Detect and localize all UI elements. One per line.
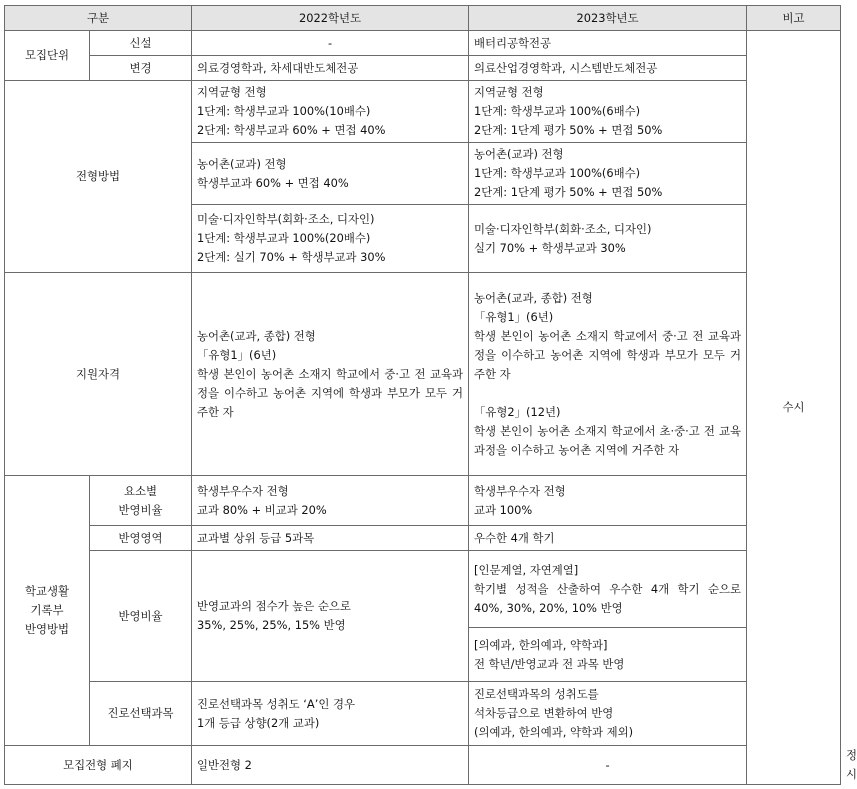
area-2023: 우수한 4개 학기 (469, 526, 747, 551)
ratio-2023-b: [의예과, 한의예과, 약학과] 전 학년/반영교과 전 과목 반영 (469, 628, 747, 682)
recruit-new-row (5, 31, 841, 56)
eligibility-2022: 농어촌(교과, 종합) 전형 「유형1」(6년) 학생 본인이 농어촌 소재지 학교에서 중·고 전 교육과정을 이수하고 농어촌 지역에 학생과 부모가 모두 거주한 자 (192, 273, 469, 476)
method-2-2022: 농어촌(교과) 전형 학생부교과 60% + 면접 40% (192, 143, 469, 205)
header-row (5, 6, 841, 31)
header-2022: 2022학년도 (192, 6, 469, 31)
note-susi: 수시 (747, 31, 841, 785)
area-label: 반영영역 (90, 526, 192, 551)
eligibility-row (5, 273, 841, 476)
eligibility-label: 지원자격 (5, 273, 192, 476)
method-3-2023: 미술·디자인학부(회화·조소, 디자인) 실기 70% + 학생부교과 30% (469, 205, 747, 273)
career-row (5, 682, 841, 746)
ratio-2023-a: [인문계열, 자연계열] 학기별 성적을 산출하여 우수한 4개 학기 순으로 40%, 30%, 20%, 10% 반영 (469, 551, 747, 628)
recruit-new-2022: - (192, 31, 469, 56)
abolished-row: 모집전형 폐지 일반전형 2 - 정시 (5, 746, 841, 785)
ratio-2022: 반영교과의 점수가 높은 순으로 35%, 25%, 25%, 15% 반영 (192, 551, 469, 682)
method-3-2022: 미술·디자인학부(회화·조소, 디자인) 1단계: 학생부교과 100%(20배수) 2단계: 실기 70% + 학생부교과 30% (192, 205, 469, 273)
header-category: 구분 (5, 6, 192, 31)
recruit-changed-label: 변경 (90, 56, 192, 81)
career-2023: 진로선택과목의 성취도를 석차등급으로 변환하여 반영 (의예과, 한의예과, 약학과 제외) (469, 682, 747, 746)
method-1-2022: 지역균형 전형 1단계: 학생부교과 100%(10배수) 2단계: 학생부교과 60% + 면접 40% (192, 81, 469, 143)
method-2-2023: 농어촌(교과) 전형 1단계: 학생부교과 100%(6배수) 2단계: 1단계 평가 50% + 면접 50% (469, 143, 747, 205)
recruit-new-2023: 배터리공학전공 (469, 31, 747, 56)
career-2022: 진로선택과목 성취도 ‘A’인 경우 1개 등급 상향(2개 교과) (192, 682, 469, 746)
comparison-table (4, 5, 857, 785)
header-2023: 2023학년도 (469, 6, 747, 31)
element-ratio-2022: 학생부우수자 전형 교과 80% + 비교과 20% (192, 476, 469, 526)
element-ratio-label: 요소별 반영비율 (90, 476, 192, 526)
selection-method-label: 전형방법 (5, 81, 192, 273)
school-record-label: 학교생활 기록부 반영방법 (5, 476, 90, 746)
area-row (5, 526, 841, 551)
element-ratio-row (5, 476, 841, 526)
header-note: 비고 (747, 6, 841, 31)
recruit-changed-row (5, 56, 841, 81)
recruit-changed-2022: 의료경영학과, 차세대반도체전공 (192, 56, 469, 81)
element-ratio-2023: 학생부우수자 전형 교과 100% (469, 476, 747, 526)
career-label: 진로선택과목 (90, 682, 192, 746)
eligibility-2023: 농어촌(교과, 종합) 전형 「유형1」(6년) 학생 본인이 농어촌 소재지 학교에서 중·고 전 교육과정을 이수하고 농어촌 지역에 학생과 부모가 모두 거주한 자 「유형2」(12년) 학생 본인이 농어촌 소재지 학교에서 초·중·고 전 교육과정을 이수하고 농어촌 지역에 거주한 자 (469, 273, 747, 476)
method-1-2023: 지역균형 전형 1단계: 학생부교과 100%(6배수) 2단계: 1단계 평가 50% + 면접 50% (469, 81, 747, 143)
recruit-changed-2023: 의료산업경영학과, 시스템반도체전공 (469, 56, 747, 81)
recruit-unit-label: 모집단위 (5, 31, 90, 81)
abolished-2022: 일반전형 2 (192, 746, 469, 785)
abolished-2023: - (469, 746, 747, 785)
recruit-new-label: 신설 (90, 31, 192, 56)
area-2022: 교과별 상위 등급 5과목 (192, 526, 469, 551)
abolished-label: 모집전형 폐지 (5, 746, 192, 785)
ratio-row-a (5, 551, 841, 628)
ratio-label: 반영비율 (90, 551, 192, 682)
method-row-1 (5, 81, 841, 143)
